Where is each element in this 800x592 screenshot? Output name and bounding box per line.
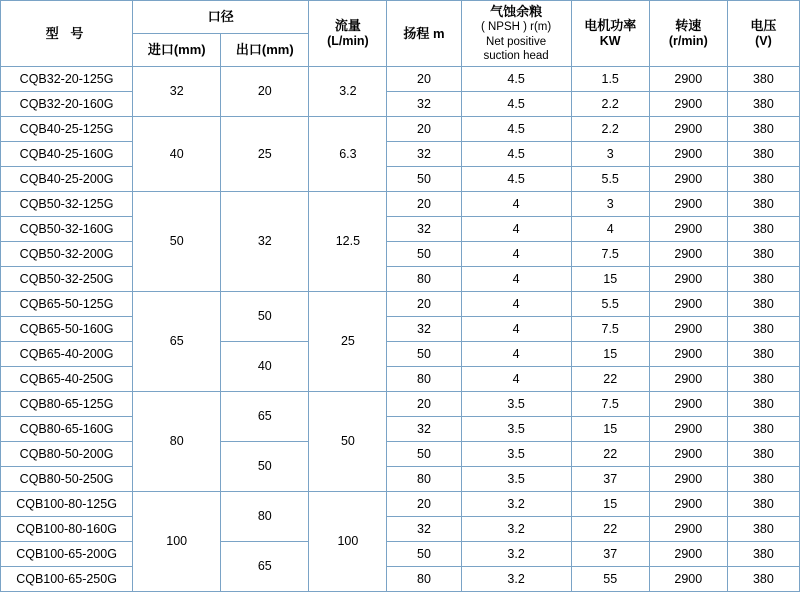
table-row bbox=[1, 542, 800, 567]
header-speed-unit: (r/min) bbox=[668, 34, 708, 48]
cell-model: CQB65-40-250G bbox=[1, 367, 133, 392]
cell-voltage: 380 bbox=[727, 217, 799, 242]
cell-power: 4 bbox=[571, 217, 649, 242]
cell-head: 20 bbox=[387, 292, 461, 317]
cell-speed: 2900 bbox=[649, 367, 727, 392]
cell-head: 50 bbox=[387, 342, 461, 367]
cell-power: 7.5 bbox=[571, 392, 649, 417]
cell-flow: 12.5 bbox=[309, 192, 387, 292]
cell-npsh: 3.2 bbox=[461, 492, 571, 517]
cell-flow: 25 bbox=[309, 292, 387, 392]
cell-bore-inlet: 40 bbox=[133, 117, 221, 192]
cell-npsh: 3.5 bbox=[461, 392, 571, 417]
cell-power: 2.2 bbox=[571, 92, 649, 117]
cell-voltage: 380 bbox=[727, 167, 799, 192]
cell-speed: 2900 bbox=[649, 317, 727, 342]
cell-head: 80 bbox=[387, 267, 461, 292]
cell-power: 5.5 bbox=[571, 167, 649, 192]
cell-voltage: 380 bbox=[727, 417, 799, 442]
cell-bore-outlet: 65 bbox=[221, 542, 309, 592]
cell-voltage: 380 bbox=[727, 392, 799, 417]
cell-npsh: 4 bbox=[461, 317, 571, 342]
header-speed bbox=[649, 1, 727, 67]
cell-speed: 2900 bbox=[649, 67, 727, 92]
cell-head: 80 bbox=[387, 567, 461, 592]
cell-npsh: 4 bbox=[461, 292, 571, 317]
header-model: 型 号 bbox=[1, 1, 133, 67]
header-bore-group: 口径 bbox=[133, 1, 309, 34]
cell-flow: 6.3 bbox=[309, 117, 387, 192]
cell-speed: 2900 bbox=[649, 492, 727, 517]
table-row bbox=[1, 492, 800, 517]
cell-npsh: 3.2 bbox=[461, 567, 571, 592]
header-voltage bbox=[727, 1, 799, 67]
cell-power: 15 bbox=[571, 492, 649, 517]
table-row bbox=[1, 567, 800, 592]
header-npsh-en-line2: suction head bbox=[483, 50, 549, 62]
cell-npsh: 4.5 bbox=[461, 92, 571, 117]
cell-voltage: 380 bbox=[727, 342, 799, 367]
cell-power: 1.5 bbox=[571, 67, 649, 92]
cell-npsh: 3.2 bbox=[461, 542, 571, 567]
cell-head: 20 bbox=[387, 192, 461, 217]
cell-model: CQB40-25-125G bbox=[1, 117, 133, 142]
cell-bore-outlet: 25 bbox=[221, 117, 309, 192]
cell-voltage: 380 bbox=[727, 567, 799, 592]
cell-npsh: 4.5 bbox=[461, 167, 571, 192]
cell-voltage: 380 bbox=[727, 67, 799, 92]
header-flow-label: 流量 bbox=[334, 17, 361, 33]
cell-model: CQB65-40-200G bbox=[1, 342, 133, 367]
cell-speed: 2900 bbox=[649, 192, 727, 217]
cell-head: 50 bbox=[387, 167, 461, 192]
cell-speed: 2900 bbox=[649, 392, 727, 417]
table-row bbox=[1, 242, 800, 267]
cell-npsh: 4 bbox=[461, 217, 571, 242]
cell-head: 32 bbox=[387, 92, 461, 117]
cell-head: 32 bbox=[387, 142, 461, 167]
cell-npsh: 4 bbox=[461, 192, 571, 217]
cell-power: 37 bbox=[571, 467, 649, 492]
cell-speed: 2900 bbox=[649, 342, 727, 367]
cell-power: 37 bbox=[571, 542, 649, 567]
cell-npsh: 4.5 bbox=[461, 117, 571, 142]
cell-speed: 2900 bbox=[649, 217, 727, 242]
cell-bore-outlet: 50 bbox=[221, 442, 309, 492]
cell-model: CQB40-25-200G bbox=[1, 167, 133, 192]
cell-head: 80 bbox=[387, 367, 461, 392]
table-row bbox=[1, 442, 800, 467]
header-npsh bbox=[461, 1, 571, 67]
table-row bbox=[1, 517, 800, 542]
cell-bore-inlet: 50 bbox=[133, 192, 221, 292]
header-head: 扬程 m bbox=[387, 1, 461, 67]
cell-speed: 2900 bbox=[649, 567, 727, 592]
cell-voltage: 380 bbox=[727, 442, 799, 467]
cell-head: 32 bbox=[387, 417, 461, 442]
cell-flow: 100 bbox=[309, 492, 387, 592]
table-row bbox=[1, 92, 800, 117]
table-row bbox=[1, 117, 800, 142]
cell-model: CQB40-25-160G bbox=[1, 142, 133, 167]
cell-npsh: 3.5 bbox=[461, 467, 571, 492]
cell-power: 3 bbox=[571, 192, 649, 217]
cell-model: CQB80-50-250G bbox=[1, 467, 133, 492]
header-npsh-formula: ( NPSH ) r(m) bbox=[480, 21, 552, 34]
table-header bbox=[1, 1, 800, 67]
cell-power: 22 bbox=[571, 517, 649, 542]
cell-speed: 2900 bbox=[649, 167, 727, 192]
header-voltage-unit: (V) bbox=[755, 34, 772, 48]
cell-head: 20 bbox=[387, 117, 461, 142]
cell-speed: 2900 bbox=[649, 142, 727, 167]
cell-bore-outlet: 20 bbox=[221, 67, 309, 117]
cell-flow: 50 bbox=[309, 392, 387, 492]
cell-head: 50 bbox=[387, 542, 461, 567]
cell-power: 15 bbox=[571, 267, 649, 292]
cell-speed: 2900 bbox=[649, 417, 727, 442]
cell-power: 15 bbox=[571, 417, 649, 442]
cell-model: CQB50-32-125G bbox=[1, 192, 133, 217]
cell-speed: 2900 bbox=[649, 542, 727, 567]
header-flow bbox=[309, 1, 387, 67]
cell-npsh: 4 bbox=[461, 367, 571, 392]
cell-power: 55 bbox=[571, 567, 649, 592]
cell-power: 22 bbox=[571, 367, 649, 392]
cell-npsh: 3.5 bbox=[461, 442, 571, 467]
cell-head: 32 bbox=[387, 517, 461, 542]
table-row bbox=[1, 217, 800, 242]
cell-voltage: 380 bbox=[727, 542, 799, 567]
cell-power: 7.5 bbox=[571, 317, 649, 342]
cell-model: CQB100-65-250G bbox=[1, 567, 133, 592]
cell-model: CQB80-65-125G bbox=[1, 392, 133, 417]
table-row bbox=[1, 167, 800, 192]
cell-model: CQB50-32-160G bbox=[1, 217, 133, 242]
cell-voltage: 380 bbox=[727, 267, 799, 292]
cell-model: CQB65-50-125G bbox=[1, 292, 133, 317]
cell-head: 20 bbox=[387, 492, 461, 517]
cell-npsh: 3.5 bbox=[461, 417, 571, 442]
cell-power: 5.5 bbox=[571, 292, 649, 317]
cell-bore-inlet: 80 bbox=[133, 392, 221, 492]
header-flow-unit: (L/min) bbox=[327, 34, 369, 48]
cell-speed: 2900 bbox=[649, 92, 727, 117]
table-row bbox=[1, 367, 800, 392]
cell-voltage: 380 bbox=[727, 92, 799, 117]
cell-model: CQB65-50-160G bbox=[1, 317, 133, 342]
cell-voltage: 380 bbox=[727, 242, 799, 267]
cell-npsh: 4 bbox=[461, 342, 571, 367]
cell-bore-outlet: 80 bbox=[221, 492, 309, 542]
header-npsh-en-line1: Net positive bbox=[486, 35, 547, 48]
table-row bbox=[1, 142, 800, 167]
cell-speed: 2900 bbox=[649, 292, 727, 317]
cell-model: CQB80-65-160G bbox=[1, 417, 133, 442]
cell-speed: 2900 bbox=[649, 267, 727, 292]
table-row bbox=[1, 342, 800, 367]
cell-bore-outlet: 65 bbox=[221, 392, 309, 442]
table-row bbox=[1, 192, 800, 217]
cell-model: CQB100-65-200G bbox=[1, 542, 133, 567]
cell-npsh: 4 bbox=[461, 267, 571, 292]
cell-bore-outlet: 32 bbox=[221, 192, 309, 292]
cell-power: 3 bbox=[571, 142, 649, 167]
cell-bore-inlet: 32 bbox=[133, 67, 221, 117]
header-bore-inlet: 进口(mm) bbox=[133, 34, 221, 67]
cell-voltage: 380 bbox=[727, 192, 799, 217]
table-row bbox=[1, 67, 800, 92]
cell-head: 80 bbox=[387, 467, 461, 492]
header-power-label: 电机功率 bbox=[584, 17, 637, 33]
cell-power: 7.5 bbox=[571, 242, 649, 267]
cell-head: 20 bbox=[387, 392, 461, 417]
cell-voltage: 380 bbox=[727, 292, 799, 317]
cell-power: 2.2 bbox=[571, 117, 649, 142]
cell-bore-outlet: 40 bbox=[221, 342, 309, 392]
cell-head: 50 bbox=[387, 442, 461, 467]
cell-speed: 2900 bbox=[649, 517, 727, 542]
cell-model: CQB100-80-125G bbox=[1, 492, 133, 517]
cell-power: 22 bbox=[571, 442, 649, 467]
cell-npsh: 4 bbox=[461, 242, 571, 267]
cell-npsh: 3.2 bbox=[461, 517, 571, 542]
header-row-1 bbox=[1, 1, 800, 34]
table-row bbox=[1, 467, 800, 492]
cell-speed: 2900 bbox=[649, 442, 727, 467]
cell-model: CQB32-20-125G bbox=[1, 67, 133, 92]
header-voltage-label: 电压 bbox=[750, 17, 777, 33]
cell-speed: 2900 bbox=[649, 242, 727, 267]
header-speed-label: 转速 bbox=[675, 17, 702, 33]
table-row bbox=[1, 417, 800, 442]
table-row bbox=[1, 392, 800, 417]
header-bore-outlet: 出口(mm) bbox=[221, 34, 309, 67]
table-body bbox=[1, 67, 800, 592]
cell-voltage: 380 bbox=[727, 317, 799, 342]
cell-voltage: 380 bbox=[727, 367, 799, 392]
cell-model: CQB32-20-160G bbox=[1, 92, 133, 117]
cell-head: 50 bbox=[387, 242, 461, 267]
table-row bbox=[1, 317, 800, 342]
header-power bbox=[571, 1, 649, 67]
cell-voltage: 380 bbox=[727, 492, 799, 517]
cell-head: 32 bbox=[387, 317, 461, 342]
cell-model: CQB50-32-250G bbox=[1, 267, 133, 292]
cell-voltage: 380 bbox=[727, 142, 799, 167]
cell-npsh: 4.5 bbox=[461, 142, 571, 167]
cell-voltage: 380 bbox=[727, 117, 799, 142]
cell-model: CQB80-50-200G bbox=[1, 442, 133, 467]
cell-voltage: 380 bbox=[727, 517, 799, 542]
header-power-unit: KW bbox=[599, 34, 621, 48]
cell-speed: 2900 bbox=[649, 117, 727, 142]
cell-bore-inlet: 65 bbox=[133, 292, 221, 392]
cell-model: CQB50-32-200G bbox=[1, 242, 133, 267]
cell-model: CQB100-80-160G bbox=[1, 517, 133, 542]
cell-speed: 2900 bbox=[649, 467, 727, 492]
cell-power: 15 bbox=[571, 342, 649, 367]
table-row bbox=[1, 267, 800, 292]
cell-voltage: 380 bbox=[727, 467, 799, 492]
table-row bbox=[1, 292, 800, 317]
cell-head: 20 bbox=[387, 67, 461, 92]
header-npsh-zh: 气蚀余粮 bbox=[490, 4, 543, 19]
cell-head: 32 bbox=[387, 217, 461, 242]
cell-flow: 3.2 bbox=[309, 67, 387, 117]
cell-bore-inlet: 100 bbox=[133, 492, 221, 592]
cell-bore-outlet: 50 bbox=[221, 292, 309, 342]
cell-npsh: 4.5 bbox=[461, 67, 571, 92]
